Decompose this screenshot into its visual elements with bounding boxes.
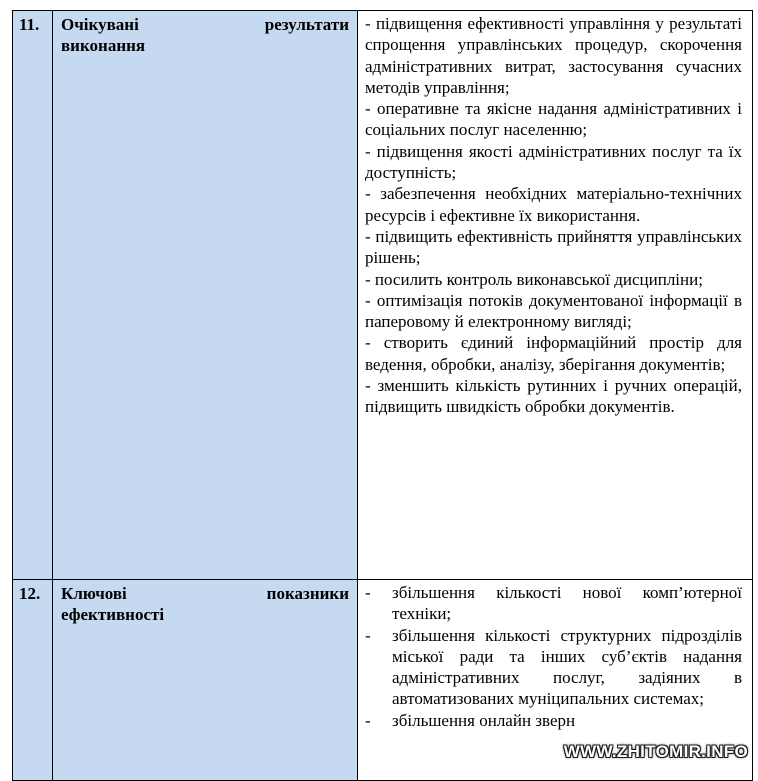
row-label-cell xyxy=(53,580,358,781)
list-item-text: збільшення кількості структурних підрозділів міської ради та інших суб’єктів надання адміністративних послуг, задіяних в автоматизованих муніципальних системах; xyxy=(392,625,742,709)
row-label xyxy=(53,580,357,625)
row-label-word: результати xyxy=(264,15,349,34)
kpi-list xyxy=(358,580,752,733)
table-row xyxy=(13,11,753,580)
list-item-text: збільшення онлайн зверн xyxy=(392,710,576,730)
expected-results-list xyxy=(358,11,752,420)
document-table xyxy=(12,10,753,781)
row-number: 12. xyxy=(19,584,41,603)
row-label-cell xyxy=(53,11,358,580)
list-item: - оперативне та якісне надання адміністративних і соціальних послуг населенню; xyxy=(365,99,742,140)
row-label xyxy=(53,11,357,56)
list-item: - зменшить кількість рутинних і ручних операцій, підвищить швидкість обробки документів. xyxy=(365,376,742,417)
row-number: 11. xyxy=(19,15,40,34)
row-label-word: Ключові xyxy=(61,584,127,603)
list-item xyxy=(365,582,742,625)
bullet-dash: - xyxy=(365,710,371,730)
list-item: - посилить контроль виконавської дисципліни; xyxy=(365,269,703,289)
row-label-word: Очікувані xyxy=(61,15,139,34)
bullet-dash: - xyxy=(365,583,371,602)
row-label-word: виконання xyxy=(61,36,146,55)
row-number-cell xyxy=(13,580,53,781)
list-item: - підвищить ефективність прийняття управлінських рішень; xyxy=(365,226,742,268)
bullet-dash: - xyxy=(365,625,371,645)
row-number-cell xyxy=(13,11,53,580)
row-label-word: показники xyxy=(266,584,349,603)
row-content-cell xyxy=(358,11,753,580)
list-item: - забезпечення необхідних матеріально-технічних ресурсів і ефективне їх використання. xyxy=(365,184,742,225)
list-item xyxy=(365,710,742,731)
site-watermark: WWW.ZHITOMIR.INFO xyxy=(563,742,748,761)
list-item: - створить єдиний інформаційний простір для ведення, обробки, аналізу, зберігання документів; xyxy=(365,333,742,374)
list-item: - підвищення якості адміністративних послуг та їх доступність; xyxy=(365,141,742,183)
list-item: - оптимізація потоків документованої інформації в паперовому й електронному вигляді; xyxy=(365,290,742,332)
row-label-word: ефективності xyxy=(61,605,165,624)
list-item xyxy=(365,625,742,710)
list-item-text: збільшення кількості нової комп’ютерної техніки; xyxy=(392,583,742,624)
list-item: - підвищення ефективності управління у результаті спрощення управлінських процедур, скорочення адміністративних витрат, застосування сучасних методів управління; xyxy=(365,14,742,97)
